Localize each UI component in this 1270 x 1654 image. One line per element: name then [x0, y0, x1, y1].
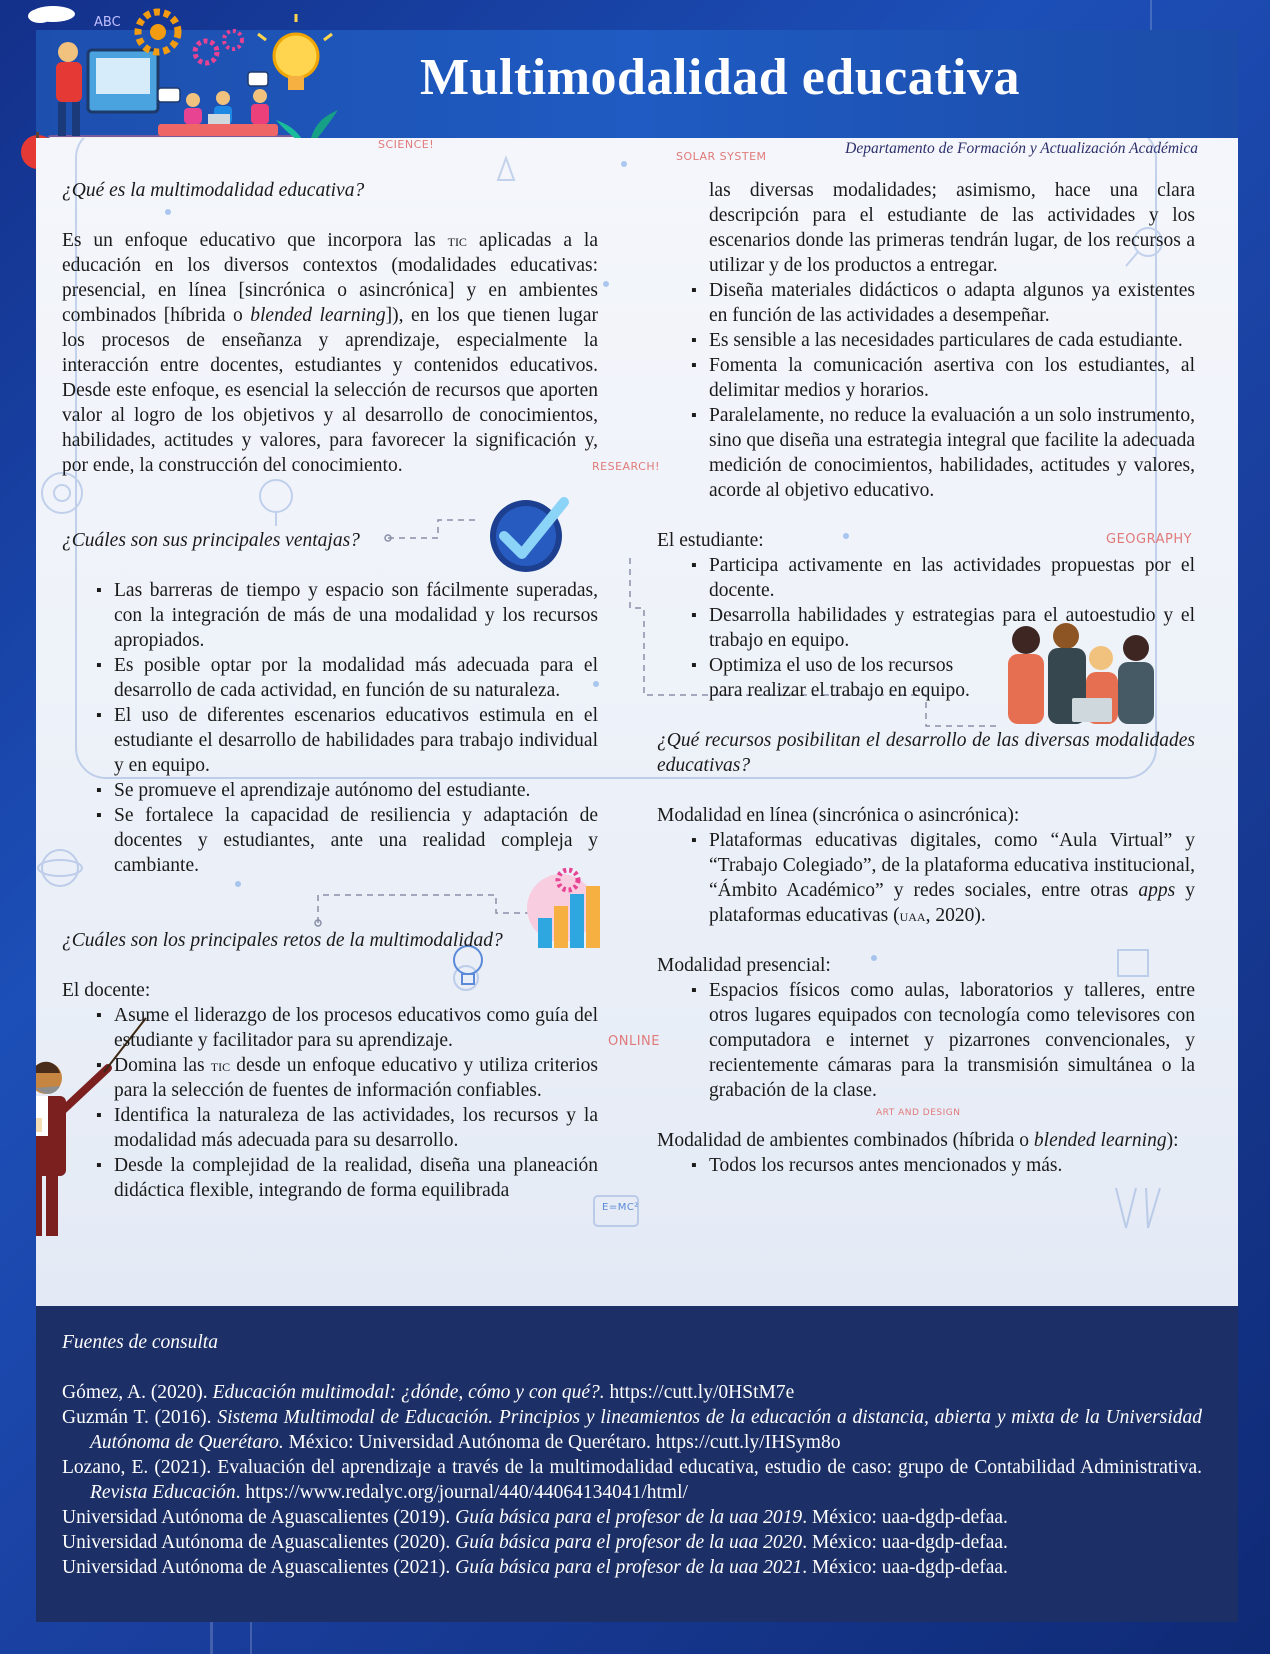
teacher-continued: las diversas modalidades; asimismo, hace una clara descripción para el estudiante de las actividades y los escenarios donde las primeras tendrán lugar, de los recursos a utilizar y de los productos a entregar. — [709, 180, 1195, 276]
presencial-list — [657, 978, 1195, 1103]
student-list — [657, 553, 1195, 703]
list-item: ▪ Domina las tic desde un enfoque educativo y utiliza criterios para la selección de fuentes de información confiables. — [114, 1053, 598, 1103]
content-panel — [36, 138, 1238, 1306]
hybrid-list — [657, 1153, 1195, 1178]
list-item: ▪ Es sensible a las necesidades particulares de cada estudiante. — [709, 328, 1195, 353]
references-footer — [36, 1306, 1238, 1622]
student-label: El estudiante: — [657, 530, 764, 551]
list-item: ▪ Plataformas educativas digitales, como “Aula Virtual” y “Trabajo Colegiado”, de la plataforma educativa institucional, “Ámbito Académico” y redes sociales, entre otras apps y plataformas educativas (uaa, 2020). — [709, 828, 1195, 928]
decor-online: ONLINE — [608, 1034, 660, 1049]
reference-item: Universidad Autónoma de Aguascalientes (2019). Guía básica para el profesor de la uaa 2019. México: uaa-dgdp-defaa. — [62, 1507, 1008, 1528]
hybrid-label: Modalidad de ambientes combinados (híbrida o blended learning): — [657, 1130, 1179, 1151]
online-list — [657, 828, 1195, 928]
list-item: ▪ Se promueve el aprendizaje autónomo del estudiante. — [114, 778, 598, 803]
question-what-is: ¿Qué es la multimodalidad educativa? — [62, 180, 365, 201]
right-column — [657, 178, 1195, 1178]
definition-paragraph: Es un enfoque educativo que incorpora las tic aplicadas a la educación en los diversos contextos (modalidades educativas: presencial, en línea [sincrónica o asincrónica] y en ambientes combinados [híbrida o blended learning]), en los que tienen lugar los procesos de enseñanza y aprendizaje, especialmente la interacción entre docentes, estudiantes y contenidos educativos. Desde este enfoque, es esencial la selección de recursos que aporten valor al logro de los objetivos y al desarrollo de conocimientos, habilidades, actitudes y valores, para favorecer la significación y, por ende, la construcción del conocimiento. — [62, 230, 599, 476]
teacher-list-continued — [657, 278, 1195, 503]
department-label: Departamento de Formación y Actualización Académica — [845, 140, 1198, 157]
list-item: ▪ Se fortalece la capacidad de resiliencia y adaptación de docentes y estudiantes, ante una realidad compleja y cambiante. — [114, 803, 598, 878]
list-item: ▪ Desarrolla habilidades y estrategias para el autoestudio y el trabajo en equipo. — [709, 603, 1195, 653]
list-item: ▪ Espacios físicos como aulas, laboratorios y talleres, entre otros lugares equipados con tecnología como televisores con computadora e internet y pizarrones convencionales, y recientemente cámaras para la transmisión simultánea o la grabación de la clase. — [709, 978, 1195, 1103]
bg-stripe — [1150, 0, 1152, 30]
list-item: ▪ Desde la complejidad de la realidad, diseña una planeación didáctica flexible, integrando de forma equilibrada — [114, 1153, 598, 1203]
list-item: ▪ Todos los recursos antes mencionados y más. — [709, 1153, 1195, 1178]
decor-science: SCIENCE! — [378, 138, 435, 151]
teacher-list — [62, 1003, 598, 1203]
list-item: ▪ Identifica la naturaleza de las actividades, los recursos y la modalidad más adecuada para su desarrollo. — [114, 1103, 598, 1153]
list-item: ▪ Es posible optar por la modalidad más adecuada para el desarrollo de cada actividad, en función de su naturaleza. — [114, 653, 598, 703]
presencial-label: Modalidad presencial: — [657, 955, 831, 976]
teacher-label: El docente: — [62, 980, 151, 1001]
reference-item: Universidad Autónoma de Aguascalientes (2020). Guía básica para el profesor de la uaa 2020. México: uaa-dgdp-defaa. — [62, 1532, 1008, 1553]
list-item: ▪ Optimiza el uso de los recursos para realizar el trabajo en equipo. — [709, 653, 1195, 703]
decor-solar: SOLAR SYSTEM — [676, 150, 767, 163]
decor-formula: E=MC² — [602, 1202, 639, 1213]
list-item: ▪ Asume el liderazgo de los procesos educativos como guía del estudiante y facilitador para su aprendizaje. — [114, 1003, 598, 1053]
decor-research: RESEARCH! — [592, 460, 661, 473]
tic-abbr: tic — [447, 231, 467, 250]
reference-item: Gómez, A. (2020). Educación multimodal: ¿dónde, cómo y con qué?. https://cutt.ly/0HStM7e — [62, 1382, 795, 1403]
list-item: ▪ El uso de diferentes escenarios educativos estimula en el estudiante el desarrollo de habilidades para trabajo individual y en equipo. — [114, 703, 598, 778]
references-list — [62, 1380, 1202, 1580]
advantages-list — [62, 578, 598, 878]
list-item: ▪ Paralelamente, no reduce la evaluación a un solo instrumento, sino que diseña una estrategia integral que facilite la adecuada medición de conocimientos, habilidades, actitudes y valores, acorde al objetivo educativo. — [709, 403, 1195, 503]
page-title: Multimodalidad educativa — [420, 49, 1020, 106]
list-item: ▪ Participa activamente en las actividades propuestas por el docente. — [709, 553, 1195, 603]
question-challenges: ¿Cuáles son los principales retos de la multimodalidad? — [62, 930, 503, 951]
reference-item: Lozano, E. (2021). Evaluación del aprendizaje a través de la multimodalidad educativa, estudio de caso: grupo de Contabilidad Administrativa. Revista Educación. https://www.redalyc.org/journal/440/44064134041/html/ — [62, 1457, 1202, 1503]
list-item: ▪ Diseña materiales didácticos o adapta algunos ya existentes en función de las actividades a desempeñar. — [709, 278, 1195, 328]
decor-geography: GEOGRAPHY — [1106, 532, 1193, 547]
svg-text:ABC: ABC — [94, 15, 121, 30]
question-resources: ¿Qué recursos posibilitan el desarrollo de las diversas modalidades educativas? — [657, 730, 1195, 776]
left-column — [62, 178, 598, 1203]
online-label: Modalidad en línea (sincrónica o asincrónica): — [657, 805, 1020, 826]
reference-item: Universidad Autónoma de Aguascalientes (2021). Guía básica para el profesor de la uaa 2021. México: uaa-dgdp-defaa. — [62, 1557, 1008, 1578]
list-item: ▪ Fomenta la comunicación asertiva con los estudiantes, al delimitar medios y horarios. — [709, 353, 1195, 403]
reference-item: Guzmán T. (2016). Sistema Multimodal de Educación. Principios y lineamientos de la educación a distancia, abierta y mixta de la Universidad Autónoma de Querétaro. México: Universidad Autónoma de Querétaro. https://cutt.ly/IHSym8o — [62, 1407, 1202, 1453]
decor-art: ART AND DESIGN — [876, 1108, 961, 1118]
references-title: Fuentes de consulta — [62, 1332, 218, 1353]
question-advantages: ¿Cuáles son sus principales ventajas? — [62, 530, 360, 551]
list-item: ▪ Las barreras de tiempo y espacio son fácilmente superadas, con la integración de más de una modalidad y los recursos apropiados. — [114, 578, 598, 653]
